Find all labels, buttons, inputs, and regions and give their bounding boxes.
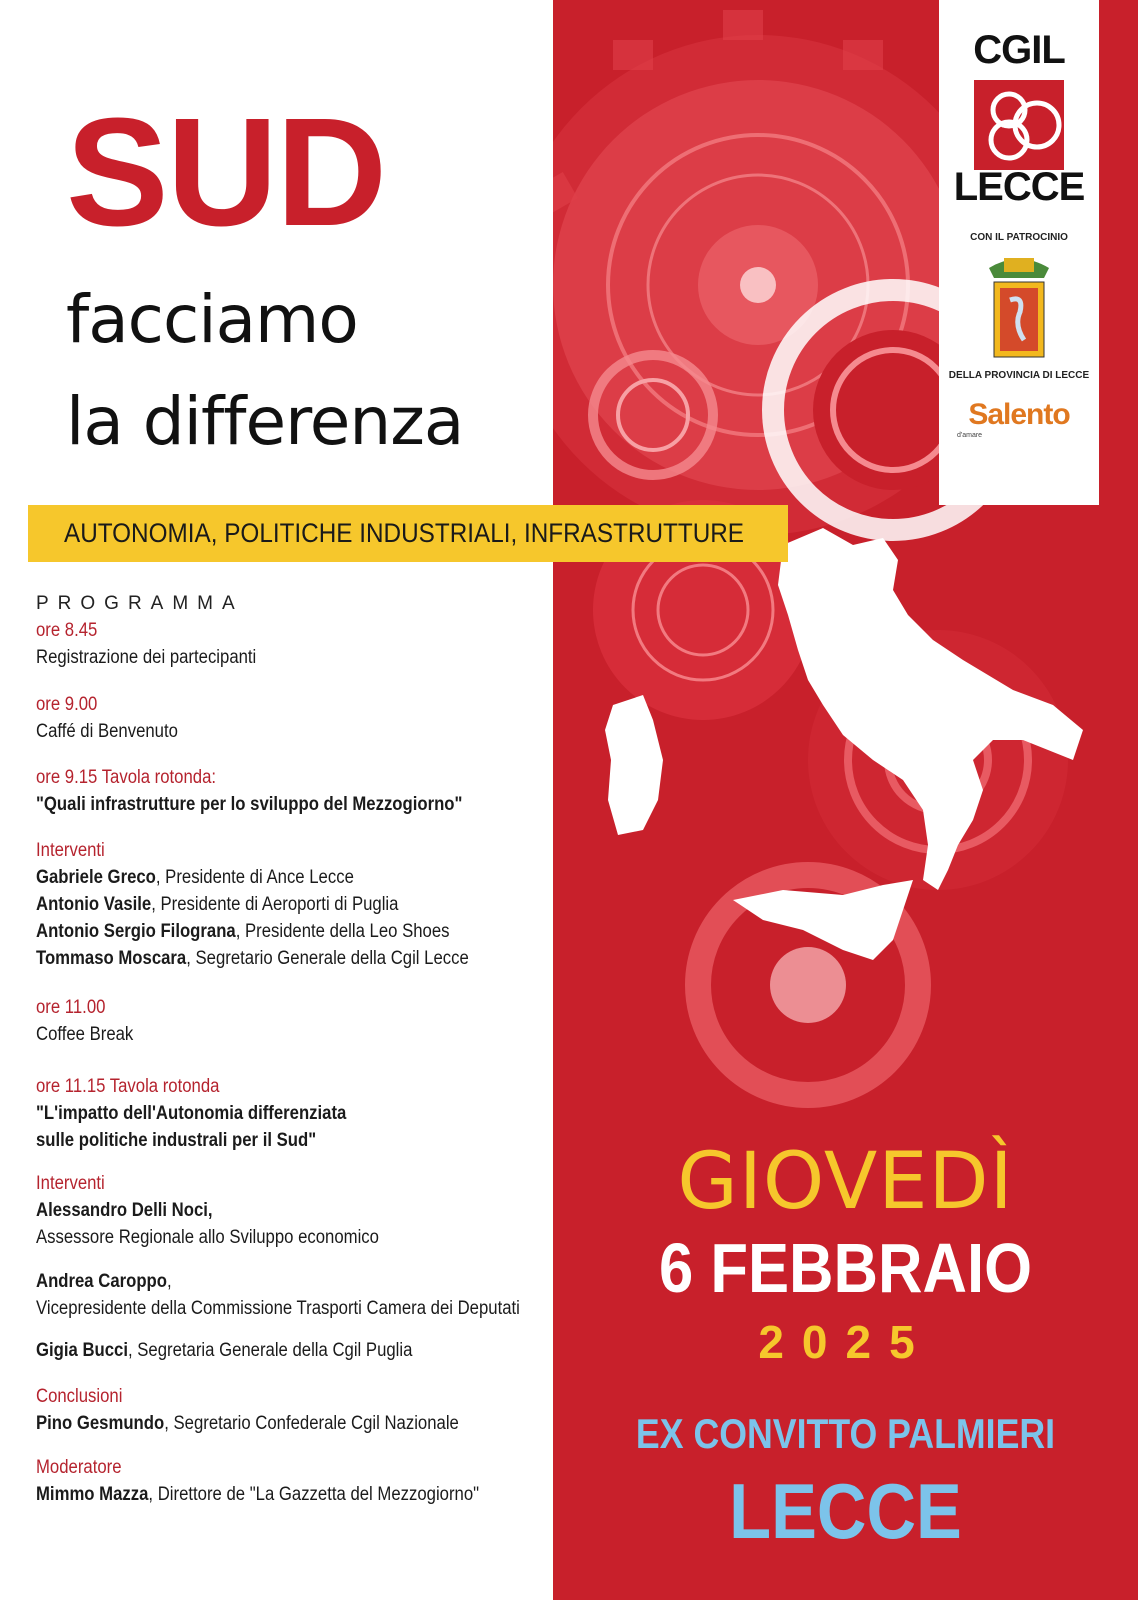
speaker-row: Antonio Sergio Filograna, Presidente della Leo Shoes: [36, 921, 450, 942]
speaker-row: Tommaso Moscara, Segretario Generale della Cgil Lecce: [36, 948, 469, 969]
programme-item-915: [36, 764, 556, 818]
speaker-name: Alessandro Delli Noci,: [36, 1200, 213, 1221]
time-label: ore 11.15 Tavola rotonda: [36, 1076, 220, 1097]
interventi-label: Interventi: [36, 1173, 105, 1194]
speaker-row: Gabriele Greco, Presidente di Ance Lecce: [36, 867, 354, 888]
province-label: DELLA PROVINCIA DI LECCE: [948, 370, 1090, 381]
patronage-label: CON IL PATROCINIO: [970, 232, 1068, 243]
round-table-title-line2: sulle politiche industrali per il Sud": [36, 1130, 317, 1151]
speaker-bucci: Gigia Bucci, Segretaria Generale della Cgil Puglia: [36, 1340, 413, 1361]
programme-heading: PROGRAMMA: [36, 593, 244, 614]
conclusions-block: Conclusioni Pino Gesmundo, Segretario Confederale Cgil Nazionale: [36, 1383, 556, 1437]
round-table-title-line1: "L'impatto dell'Autonomia differenziata: [36, 1103, 347, 1124]
event-day: GIOVEDÌ: [677, 1137, 1014, 1227]
topics-banner: [28, 505, 788, 562]
speakers-block-1: [36, 837, 556, 972]
cgil-80-logo-icon: [969, 75, 1069, 175]
province-crest-icon: [984, 250, 1054, 365]
subtitle-line-2: la differenza: [66, 383, 464, 460]
round-table-title: "Quali infrastrutture per lo sviluppo del Mezzogiorno": [36, 794, 463, 815]
logos-box: [939, 0, 1099, 505]
programme-text: Coffee Break: [36, 1024, 134, 1045]
speaker-row: Antonio Vasile, Presidente di Aeroporti di Puglia: [36, 894, 399, 915]
speakers-block-2: [36, 1170, 556, 1251]
event-venue: EX CONVITTO PALMIERI: [635, 1410, 1056, 1457]
programme-item-845: [36, 617, 556, 671]
event-city: LECCE: [729, 1467, 962, 1555]
event-year: 2025: [758, 1316, 933, 1368]
programme-item-900: [36, 691, 556, 745]
lecce-wordmark: LECCE: [953, 165, 1085, 209]
moderatore-label: Moderatore: [36, 1457, 122, 1478]
subtitle-line-1: facciamo: [66, 281, 358, 358]
speaker-role: Assessore Regionale allo Sviluppo economico: [36, 1227, 379, 1248]
time-label: ore 11.00: [36, 997, 106, 1018]
moderator-block: Moderatore Mimmo Mazza, Direttore de "La Gazzetta del Mezzogiorno": [36, 1454, 556, 1508]
topics-text: AUTONOMIA, POLITICHE INDUSTRIALI, INFRASTRUTTURE: [64, 518, 745, 548]
salento-tagline: d'amare: [957, 432, 983, 439]
programme-item-1115: [36, 1073, 556, 1154]
speaker-caroppo: Andrea Caroppo, Vicepresidente della Commissione Trasporti Camera dei Deputati: [36, 1268, 556, 1322]
event-date: 6 FEBBRAIO: [658, 1229, 1033, 1307]
time-label: ore 8.45: [36, 620, 98, 641]
cgil-wordmark: CGIL: [973, 28, 1065, 72]
speaker-role: Vicepresidente della Commissione Trasporti Camera dei Deputati: [36, 1298, 520, 1319]
interventi-label: Interventi: [36, 840, 105, 861]
salento-logo: Salento: [968, 398, 1070, 431]
programme-text: Registrazione dei partecipanti: [36, 647, 257, 668]
time-label: ore 9.00: [36, 694, 98, 715]
programme-text: Caffé di Benvenuto: [36, 721, 178, 742]
main-title: SUD: [66, 86, 386, 258]
programme-item-1100: [36, 994, 556, 1048]
time-label: ore 9.15 Tavola rotonda:: [36, 767, 217, 788]
conclusioni-label: Conclusioni: [36, 1386, 123, 1407]
